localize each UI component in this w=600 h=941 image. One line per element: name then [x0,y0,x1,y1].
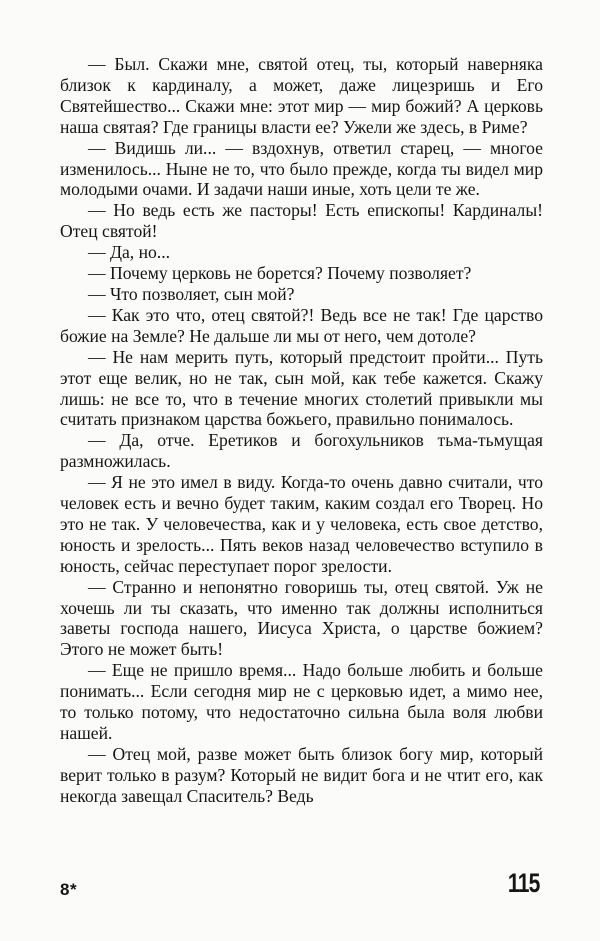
paragraph-10: — Я не это имел в виду. Когда-то очень давно считали, что человек есть и вечно будет таким, каким создал его Творец. Но это не так. У человечества, как и у человека, есть свое детство, юность и зрелость... Пять веков назад человечество вступило в юность, сейчас переступает порог зрелости. [60,472,543,576]
paragraph-3: — Но ведь есть же пасторы! Есть епископы! Кардиналы! Отец святой! [60,200,543,242]
paragraph-4: — Да, но... [88,242,171,263]
paragraph-5: — Почему церковь не борется? Почему позволяет? [88,263,472,284]
page-number: 115 [508,868,540,898]
page-body-text [60,54,543,807]
paragraph-7: — Как это что, отец святой?! Ведь все не так! Где царство божие на Земле? Не дальше ли мы от него, чем дотоле? [60,304,543,346]
paragraph-6: — Что позволяет, сын мой? [88,283,295,304]
paragraph-12: — Еще не пришло время... Надо больше любить и больше понимать... Если сегодня мир не с церковью идет, а мимо нее, то только потому, что недостаточно сильна была воля любви нашей. [60,660,543,743]
paragraph-8: — Не нам мерить путь, который предстоит пройти... Путь этот еще велик, но не так, сын мой, как тебе кажется. Скажу лишь: не все то, что в течение многих столетий привыкли мы считать признаком царства божьего, правильно понималось. [60,346,543,430]
paragraph-13: — Отец мой, разве может быть близок богу мир, который верит только в разум? Который не видит бога и не чтит его, как некогда завещал Спаситель? Ведь [60,743,543,806]
signature-mark: 8* [60,880,78,899]
paragraph-2: — Видишь ли... — вздохнув, ответил старец, — многое изменилось... Ныне не то, что было прежде, когда ты видел мир молодыми очами. И задачи наши иные, хоть цели те же. [60,137,543,200]
book-page [60,54,543,914]
page-footer [60,868,543,904]
paragraph-11: — Странно и непонятно говоришь ты, отец святой. Уж не хочешь ли ты сказать, что именно так должны исполниться заветы господа нашего, Иисуса Христа, о царстве божием? Этого не может быть! [60,576,543,660]
paragraph-9: — Да, отче. Еретиков и богохульников тьма-тьмущая размножилась. [60,430,543,472]
paragraph-1: — Был. Скажи мне, святой отец, ты, который наверняка близок к кардиналу, а может, даже лицезришь и Его Святейшество... Скажи мне: этот мир — мир божий? А церковь наша святая? Где границы власти ее? Ужели же здесь, в Риме? [60,54,543,137]
